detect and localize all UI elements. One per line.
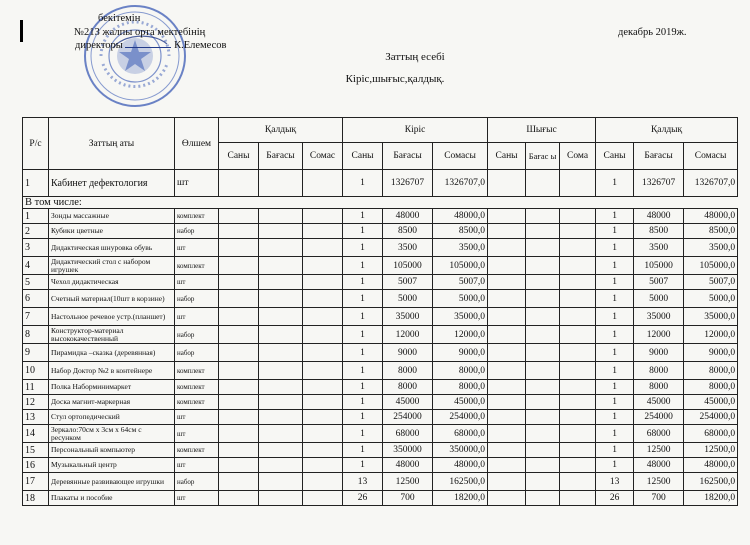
row-end-price: 3500	[634, 239, 684, 257]
table-row	[23, 170, 738, 197]
row-in-sum: 45000,0	[433, 395, 488, 410]
row-unit: комплект	[175, 395, 219, 410]
row-end-qty: 1	[596, 395, 634, 410]
table-row	[23, 224, 738, 239]
row-end-qty: 1	[596, 257, 634, 275]
approve-label: бекітемін	[98, 13, 141, 24]
row-end-sum: 8000,0	[684, 362, 738, 380]
director-label: директоры	[75, 40, 123, 51]
row-end-sum: 9000,0	[684, 344, 738, 362]
row-end-price: 8000	[634, 362, 684, 380]
row-end-sum: 1326707,0	[684, 170, 738, 197]
row-in-price: 700	[383, 491, 433, 506]
table-row	[23, 425, 738, 443]
row-unit: комплект	[175, 257, 219, 275]
col-balance-start: Қалдық	[219, 118, 343, 143]
row-in-qty: 1	[343, 410, 383, 425]
row-end-qty: 1	[596, 458, 634, 473]
row-unit: шт	[175, 425, 219, 443]
row-end-qty: 1	[596, 344, 634, 362]
row-unit: набор	[175, 344, 219, 362]
row-end-sum: 48000,0	[684, 458, 738, 473]
row-in-qty: 26	[343, 491, 383, 506]
row-num: 13	[23, 410, 49, 425]
row-name: Счетный материал(10шт в корзине)	[49, 290, 175, 308]
report-date: декабрь 2019ж.	[618, 27, 687, 38]
row-end-sum: 8000,0	[684, 380, 738, 395]
row-end-sum: 35000,0	[684, 308, 738, 326]
row-num: 14	[23, 425, 49, 443]
row-in-price: 1326707	[383, 170, 433, 197]
sub-price: Бағасы	[634, 143, 684, 170]
col-unit: Өлшем	[175, 118, 219, 170]
row-num: 2	[23, 224, 49, 239]
row-end-qty: 1	[596, 308, 634, 326]
row-end-qty: 1	[596, 425, 634, 443]
row-in-sum: 18200,0	[433, 491, 488, 506]
row-end-price: 45000	[634, 395, 684, 410]
row-end-price: 48000	[634, 458, 684, 473]
row-name: Персональный компьютер	[49, 443, 175, 458]
row-end-sum: 105000,0	[684, 257, 738, 275]
row-name: Кубики цветные	[49, 224, 175, 239]
table-row	[23, 395, 738, 410]
row-in-sum: 1326707,0	[433, 170, 488, 197]
row-num: 4	[23, 257, 49, 275]
row-num: 16	[23, 458, 49, 473]
row-end-sum: 48000,0	[684, 209, 738, 224]
row-end-qty: 1	[596, 380, 634, 395]
row-name: Зонды массажные	[49, 209, 175, 224]
row-num: 1	[23, 170, 49, 197]
table-row	[23, 344, 738, 362]
row-unit: комплект	[175, 380, 219, 395]
row-unit: шт	[175, 410, 219, 425]
row-name: Набор Доктор №2 в контейнере	[49, 362, 175, 380]
row-end-qty: 13	[596, 473, 634, 491]
row-end-sum: 3500,0	[684, 239, 738, 257]
row-in-sum: 5007,0	[433, 275, 488, 290]
row-in-qty: 1	[343, 344, 383, 362]
row-in-price: 350000	[383, 443, 433, 458]
table-row	[23, 473, 738, 491]
row-unit: шт	[175, 275, 219, 290]
row-in-sum: 3500,0	[433, 239, 488, 257]
table-row	[23, 209, 738, 224]
row-in-sum: 48000,0	[433, 458, 488, 473]
row-name: Пирамидка –сказка (деревянная)	[49, 344, 175, 362]
sub-price: Бағасы	[383, 143, 433, 170]
row-name: Полка Наборминимаркет	[49, 380, 175, 395]
row-in-sum: 8000,0	[433, 362, 488, 380]
row-in-qty: 13	[343, 473, 383, 491]
col-income: Кіріс	[343, 118, 488, 143]
row-end-price: 35000	[634, 308, 684, 326]
sub-qty: Саны	[343, 143, 383, 170]
row-in-sum: 5000,0	[433, 290, 488, 308]
row-end-qty: 1	[596, 170, 634, 197]
left-margin-mark	[20, 20, 23, 42]
report-subtitle: Кіріс,шығыс,қалдық.	[345, 73, 445, 85]
row-end-price: 1326707	[634, 170, 684, 197]
sub-sum: Сомас	[303, 143, 343, 170]
table-row	[23, 257, 738, 275]
table-row	[23, 275, 738, 290]
row-end-sum: 12000,0	[684, 326, 738, 344]
row-name: Конструктор-материал высококачественный	[49, 326, 175, 344]
table-row	[23, 443, 738, 458]
row-unit: комплект	[175, 209, 219, 224]
table-header-row	[23, 118, 738, 143]
row-name: Дидактическая шнуровка обувь	[49, 239, 175, 257]
row-end-price: 8000	[634, 380, 684, 395]
row-in-sum: 105000,0	[433, 257, 488, 275]
row-unit: шт	[175, 491, 219, 506]
row-in-qty: 1	[343, 224, 383, 239]
row-in-qty: 1	[343, 362, 383, 380]
row-in-qty: 1	[343, 290, 383, 308]
row-in-sum: 9000,0	[433, 344, 488, 362]
row-end-price: 12000	[634, 326, 684, 344]
row-end-sum: 254000,0	[684, 410, 738, 425]
row-in-sum: 254000,0	[433, 410, 488, 425]
row-name: Деревянные развивающее игрушки	[49, 473, 175, 491]
row-in-sum: 8500,0	[433, 224, 488, 239]
row-end-qty: 1	[596, 275, 634, 290]
row-in-qty: 1	[343, 395, 383, 410]
row-in-price: 3500	[383, 239, 433, 257]
row-unit: шт	[175, 239, 219, 257]
including-label: В том числе:	[23, 197, 738, 209]
row-in-qty: 1	[343, 425, 383, 443]
sub-sum: Сома	[560, 143, 596, 170]
row-in-price: 12000	[383, 326, 433, 344]
row-in-price: 9000	[383, 344, 433, 362]
row-in-sum: 68000,0	[433, 425, 488, 443]
table-row	[23, 239, 738, 257]
row-unit: набор	[175, 290, 219, 308]
director-name: К.Елемесов	[174, 40, 227, 51]
row-name: Чехол дидактическая	[49, 275, 175, 290]
row-end-price: 48000	[634, 209, 684, 224]
row-end-sum: 18200,0	[684, 491, 738, 506]
table-row	[23, 326, 738, 344]
row-end-price: 68000	[634, 425, 684, 443]
row-end-price: 105000	[634, 257, 684, 275]
row-unit: шт	[175, 170, 219, 197]
row-end-sum: 162500,0	[684, 473, 738, 491]
row-in-sum: 162500,0	[433, 473, 488, 491]
row-unit: набор	[175, 473, 219, 491]
col-expense: Шығыс	[488, 118, 596, 143]
row-in-qty: 1	[343, 275, 383, 290]
row-num: 18	[23, 491, 49, 506]
row-end-qty: 26	[596, 491, 634, 506]
sub-sum: Сомасы	[433, 143, 488, 170]
row-in-price: 35000	[383, 308, 433, 326]
col-name: Заттың аты	[49, 118, 175, 170]
row-end-price: 5000	[634, 290, 684, 308]
row-end-qty: 1	[596, 326, 634, 344]
row-in-qty: 1	[343, 326, 383, 344]
row-num: 17	[23, 473, 49, 491]
row-end-price: 5007	[634, 275, 684, 290]
row-num: 7	[23, 308, 49, 326]
row-in-price: 12500	[383, 473, 433, 491]
row-end-qty: 1	[596, 362, 634, 380]
row-end-price: 12500	[634, 473, 684, 491]
report-title: Заттың есебі	[385, 51, 445, 63]
row-end-qty: 1	[596, 443, 634, 458]
row-in-qty: 1	[343, 170, 383, 197]
row-unit: набор	[175, 224, 219, 239]
table-row	[23, 380, 738, 395]
row-in-price: 48000	[383, 209, 433, 224]
row-in-qty: 1	[343, 308, 383, 326]
row-in-price: 8000	[383, 362, 433, 380]
row-in-qty: 1	[343, 209, 383, 224]
sub-sum: Сомасы	[684, 143, 738, 170]
row-in-price: 5000	[383, 290, 433, 308]
row-num: 12	[23, 395, 49, 410]
row-in-price: 105000	[383, 257, 433, 275]
row-end-sum: 8500,0	[684, 224, 738, 239]
row-in-price: 68000	[383, 425, 433, 443]
row-in-qty: 1	[343, 380, 383, 395]
row-in-price: 5007	[383, 275, 433, 290]
row-in-price: 45000	[383, 395, 433, 410]
row-in-price: 254000	[383, 410, 433, 425]
row-num: 5	[23, 275, 49, 290]
row-unit: набор	[175, 326, 219, 344]
row-end-sum: 5000,0	[684, 290, 738, 308]
row-end-price: 254000	[634, 410, 684, 425]
row-num: 1	[23, 209, 49, 224]
row-end-price: 12500	[634, 443, 684, 458]
row-in-sum: 48000,0	[433, 209, 488, 224]
row-end-qty: 1	[596, 239, 634, 257]
row-end-sum: 45000,0	[684, 395, 738, 410]
row-name: Доска магнит-маркерная	[49, 395, 175, 410]
row-num: 9	[23, 344, 49, 362]
row-in-sum: 35000,0	[433, 308, 488, 326]
row-unit: комплект	[175, 362, 219, 380]
row-name: Настольное речевое устр.(планшет)	[49, 308, 175, 326]
row-unit: шт	[175, 308, 219, 326]
inventory-table	[22, 117, 738, 506]
table-row	[23, 410, 738, 425]
table-row	[23, 308, 738, 326]
row-in-qty: 1	[343, 443, 383, 458]
row-num: 3	[23, 239, 49, 257]
row-in-price: 8000	[383, 380, 433, 395]
sub-qty: Саны	[219, 143, 259, 170]
row-end-sum: 12500,0	[684, 443, 738, 458]
row-num: 15	[23, 443, 49, 458]
row-num: 8	[23, 326, 49, 344]
row-name: Кабинет дефектология	[49, 170, 175, 197]
col-balance-end: Қалдық	[596, 118, 738, 143]
row-in-sum: 350000,0	[433, 443, 488, 458]
row-end-sum: 5007,0	[684, 275, 738, 290]
row-name: Плакаты и пособие	[49, 491, 175, 506]
row-in-qty: 1	[343, 257, 383, 275]
table-row	[23, 458, 738, 473]
row-unit: шт	[175, 458, 219, 473]
sub-qty: Саны	[488, 143, 526, 170]
row-num: 10	[23, 362, 49, 380]
col-num: Р/с	[23, 118, 49, 170]
row-end-sum: 68000,0	[684, 425, 738, 443]
row-end-price: 8500	[634, 224, 684, 239]
row-end-price: 9000	[634, 344, 684, 362]
row-end-qty: 1	[596, 224, 634, 239]
sub-price: Бағас ы	[526, 143, 560, 170]
row-unit: комплект	[175, 443, 219, 458]
table-row	[23, 362, 738, 380]
row-end-qty: 1	[596, 410, 634, 425]
row-name: Зеркало:70см х 3см х 64см с ресунком	[49, 425, 175, 443]
row-name: Музыкальный центр	[49, 458, 175, 473]
row-end-price: 700	[634, 491, 684, 506]
row-in-qty: 1	[343, 239, 383, 257]
row-end-qty: 1	[596, 290, 634, 308]
row-num: 6	[23, 290, 49, 308]
including-row	[23, 197, 738, 209]
row-end-qty: 1	[596, 209, 634, 224]
sub-price: Бағасы	[259, 143, 303, 170]
row-in-sum: 8000,0	[433, 380, 488, 395]
table-row	[23, 290, 738, 308]
row-num: 11	[23, 380, 49, 395]
school-name: №213 жалпы орта мектебінің	[74, 27, 206, 38]
row-in-price: 48000	[383, 458, 433, 473]
row-in-price: 8500	[383, 224, 433, 239]
row-in-qty: 1	[343, 458, 383, 473]
row-name: Стул ортопедический	[49, 410, 175, 425]
row-in-sum: 12000,0	[433, 326, 488, 344]
row-name: Дидактический стол с набором игрушек	[49, 257, 175, 275]
table-row	[23, 491, 738, 506]
sub-qty: Саны	[596, 143, 634, 170]
